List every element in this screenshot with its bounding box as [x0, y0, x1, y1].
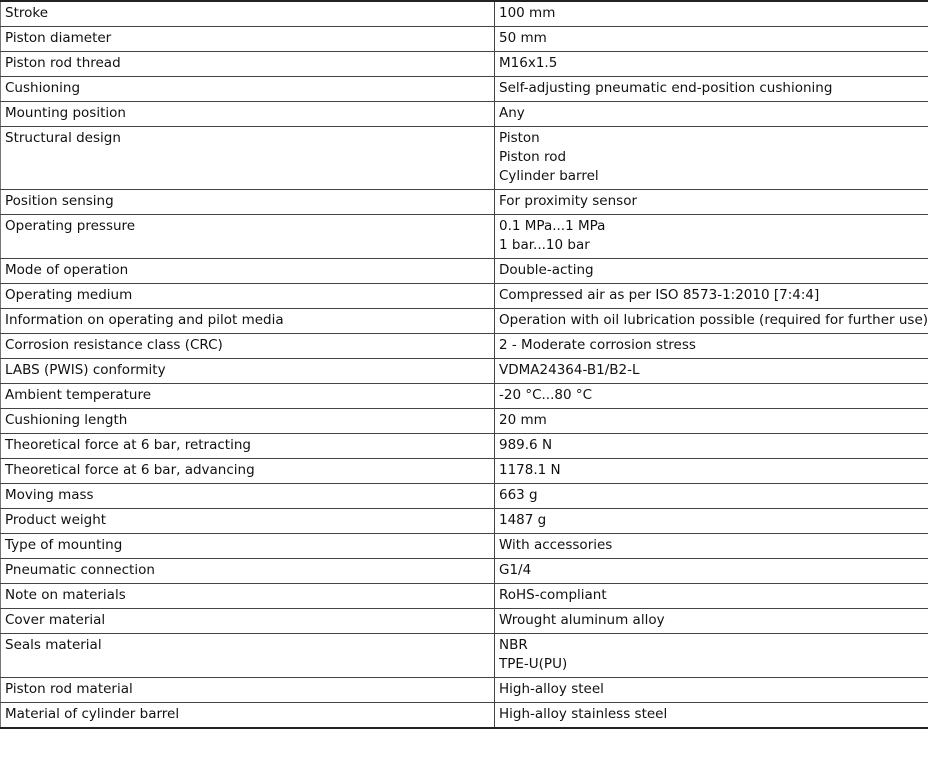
spec-row: [1, 459, 928, 484]
spec-value-line: 2 - Moderate corrosion stress: [499, 337, 696, 353]
spec-value-line: Any: [499, 105, 525, 121]
spec-row: [1, 334, 928, 359]
spec-row: [1, 534, 928, 559]
spec-row: [1, 559, 928, 584]
spec-label: Material of cylinder barrel: [1, 703, 495, 729]
spec-value-line: Wrought aluminum alloy: [499, 612, 665, 628]
spec-value-line: 1 bar...10 bar: [499, 237, 590, 253]
spec-row: [1, 609, 928, 634]
spec-value: [495, 102, 928, 127]
spec-row: [1, 215, 928, 259]
spec-value-line: 0.1 MPa...1 MPa: [499, 218, 606, 234]
spec-value-line: Cylinder barrel: [499, 168, 599, 184]
spec-value: [495, 584, 928, 609]
spec-row: [1, 127, 928, 190]
spec-value-line: Compressed air as per ISO 8573-1:2010 [7:4:4]: [499, 287, 820, 303]
spec-value-line: RoHS-compliant: [499, 587, 607, 603]
spec-value: [495, 259, 928, 284]
spec-value: [495, 1, 928, 27]
spec-value: [495, 309, 928, 334]
spec-value: [495, 459, 928, 484]
spec-value: [495, 190, 928, 215]
spec-value-line: 1178.1 N: [499, 462, 561, 478]
spec-value: [495, 127, 928, 190]
spec-row: [1, 509, 928, 534]
spec-value-line: Piston: [499, 130, 540, 146]
spec-row: [1, 359, 928, 384]
spec-value: [495, 434, 928, 459]
spec-row: [1, 77, 928, 102]
spec-label: Type of mounting: [1, 534, 495, 559]
spec-label: Information on operating and pilot media: [1, 309, 495, 334]
spec-label: LABS (PWIS) conformity: [1, 359, 495, 384]
spec-value-line: 663 g: [499, 487, 538, 503]
spec-value: [495, 703, 928, 729]
spec-row: [1, 384, 928, 409]
spec-row: [1, 190, 928, 215]
spec-value-line: -20 °C...80 °C: [499, 387, 593, 403]
spec-label: Cushioning length: [1, 409, 495, 434]
spec-value: [495, 359, 928, 384]
spec-row: [1, 259, 928, 284]
spec-row: [1, 102, 928, 127]
spec-label: Seals material: [1, 634, 495, 678]
spec-value: [495, 534, 928, 559]
spec-row: [1, 584, 928, 609]
spec-label: Cushioning: [1, 77, 495, 102]
spec-value-line: 989.6 N: [499, 437, 553, 453]
spec-value: [495, 215, 928, 259]
spec-label: Piston diameter: [1, 27, 495, 52]
spec-value-line: 100 mm: [499, 5, 556, 21]
spec-label: Ambient temperature: [1, 384, 495, 409]
spec-label: Theoretical force at 6 bar, retracting: [1, 434, 495, 459]
spec-row: [1, 284, 928, 309]
spec-label: Position sensing: [1, 190, 495, 215]
spec-value: [495, 409, 928, 434]
spec-value: [495, 634, 928, 678]
spec-value-line: With accessories: [499, 537, 613, 553]
spec-value-line: NBR: [499, 637, 528, 653]
spec-row: [1, 309, 928, 334]
spec-row: [1, 484, 928, 509]
spec-value: [495, 27, 928, 52]
spec-label: Piston rod material: [1, 678, 495, 703]
spec-value-line: Operation with oil lubrication possible (required for further use): [499, 312, 928, 328]
spec-value-line: Self-adjusting pneumatic end-position cushioning: [499, 80, 833, 96]
spec-value: [495, 484, 928, 509]
spec-row: [1, 27, 928, 52]
spec-value: [495, 384, 928, 409]
spec-value: [495, 52, 928, 77]
spec-value-line: TPE-U(PU): [499, 656, 568, 672]
spec-label: Moving mass: [1, 484, 495, 509]
spec-row: [1, 1, 928, 27]
spec-label: Stroke: [1, 1, 495, 27]
spec-label: Corrosion resistance class (CRC): [1, 334, 495, 359]
spec-value: [495, 509, 928, 534]
spec-value-line: 1487 g: [499, 512, 547, 528]
spec-row: [1, 703, 928, 729]
spec-value-line: VDMA24364-B1/B2-L: [499, 362, 640, 378]
spec-value: [495, 284, 928, 309]
spec-table-body: [1, 1, 928, 728]
spec-label: Piston rod thread: [1, 52, 495, 77]
spec-value-line: 50 mm: [499, 30, 547, 46]
spec-row: [1, 434, 928, 459]
spec-row: [1, 409, 928, 434]
spec-label: Mode of operation: [1, 259, 495, 284]
spec-label: Pneumatic connection: [1, 559, 495, 584]
spec-value: [495, 77, 928, 102]
spec-label: Operating medium: [1, 284, 495, 309]
spec-label: Cover material: [1, 609, 495, 634]
spec-value-line: 20 mm: [499, 412, 547, 428]
spec-row: [1, 678, 928, 703]
spec-label: Operating pressure: [1, 215, 495, 259]
spec-label: Note on materials: [1, 584, 495, 609]
spec-value-line: For proximity sensor: [499, 193, 638, 209]
spec-value-line: High-alloy steel: [499, 681, 604, 697]
spec-value: [495, 678, 928, 703]
spec-value-line: Double-acting: [499, 262, 594, 278]
spec-value-line: M16x1.5: [499, 55, 558, 71]
spec-value-line: High-alloy stainless steel: [499, 706, 668, 722]
spec-label: Theoretical force at 6 bar, advancing: [1, 459, 495, 484]
spec-label: Mounting position: [1, 102, 495, 127]
spec-value-line: Piston rod: [499, 149, 567, 165]
spec-value: [495, 609, 928, 634]
spec-value: [495, 559, 928, 584]
spec-label: Structural design: [1, 127, 495, 190]
spec-label: Product weight: [1, 509, 495, 534]
spec-row: [1, 634, 928, 678]
spec-row: [1, 52, 928, 77]
spec-value: [495, 334, 928, 359]
spec-value-line: G1/4: [499, 562, 532, 578]
